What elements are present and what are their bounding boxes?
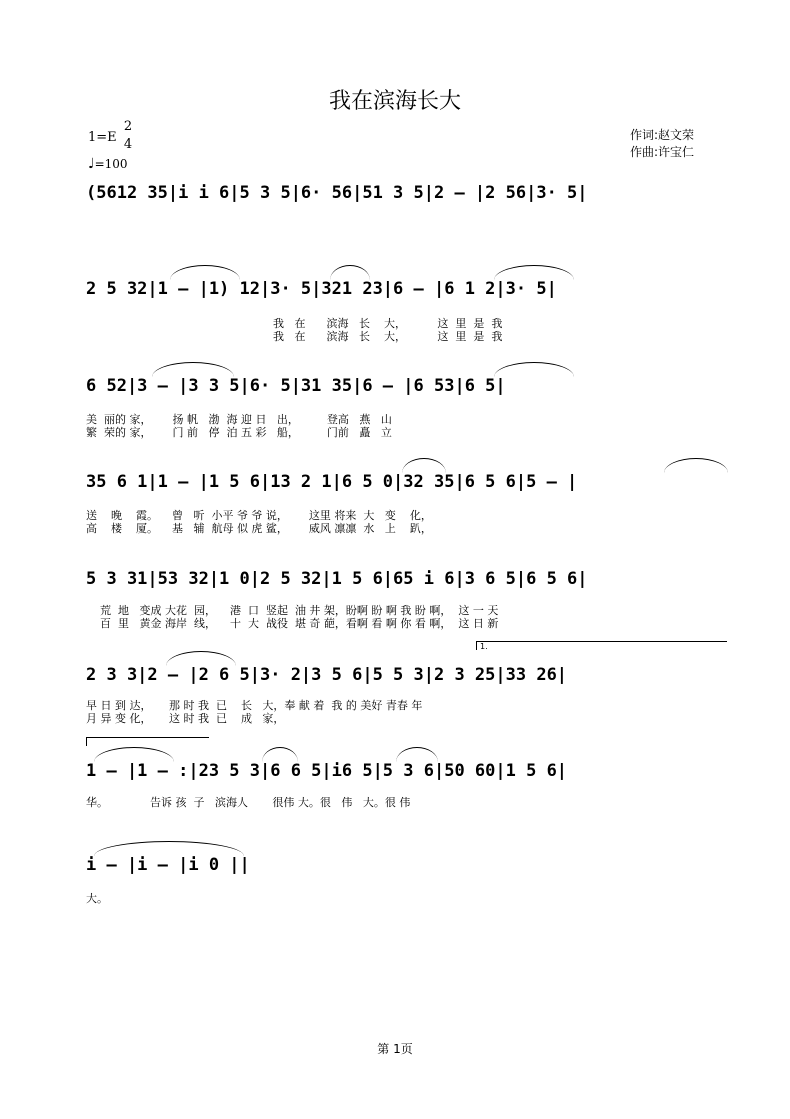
credits — [630, 127, 694, 161]
notes-line: 35 6 1|1 — |1 5 6|13 2 1|6 5 0|32 35|6 5 6|5 — | — [86, 472, 578, 492]
lyrics-verse-2: 月 异 变 化， 这 时 我 已 成 家， — [86, 712, 285, 725]
lyrics-verse-2: 百 里 黄金 海岸 线， 十 大 战役 堪 奇 葩，看啊 看 啊 你 看 啊， 这 日 新 — [100, 617, 499, 630]
system-8 — [0, 855, 790, 995]
song-title: 我在滨海长大 — [328, 89, 461, 114]
lyricist: 作词:赵文荣 — [630, 128, 695, 142]
lyrics-verse-1: 大。 — [86, 892, 108, 905]
lyrics-verse-1: 我 在 滨海 长 大， 这 里 是 我 — [273, 317, 503, 330]
lyrics-verse-1: 荒 地 变成 大花 园， 港 口 竖起 油 井 架，盼啊 盼 啊 我 盼 啊， 这 一 天 — [100, 604, 499, 617]
notes-line: 5 3 31|53 32|1 0|2 5 32|1 5 6|65 i 6|3 6 5|6 5 6| — [86, 569, 588, 589]
lyrics-verse-1: 送 晚 霞。 曾 听 小平 爷 爷 说， 这里 将来 大 变 化， — [86, 509, 432, 522]
lyrics-verse-1: 华。 告诉 孩 子 滨海人 很伟 大。很 伟 大。很 伟 — [86, 796, 411, 809]
time-signature — [121, 118, 135, 154]
tempo-marking — [88, 156, 128, 172]
key-signature: 1=E — [88, 130, 117, 145]
volta-bracket — [476, 641, 727, 650]
page-number: 第 1页 — [377, 1042, 413, 1056]
notes-line: i — |i — |i 0 || — [86, 855, 250, 875]
lyrics-verse-1: 美 丽的 家， 扬 帆 渤 海 迎 日 出， 登高 燕 山 — [86, 413, 392, 426]
meter-top: 2 — [123, 119, 133, 134]
lyrics-verse-2: 高 楼 厦。 基 辅 航母 似 虎 鲨， 威风 凛凛 水 上 趴， — [86, 522, 432, 535]
quarter-note-icon: ♩ — [88, 156, 95, 172]
notes-line: (5612 35|i i 6|5 3 5|6· 56|51 3 5|2 — |2 56|3· 5| — [86, 183, 588, 203]
tempo-value: =100 — [94, 157, 128, 171]
volta-label: 1. — [480, 642, 488, 651]
notes-line: 1 — |1 — :|23 5 3|6 6 5|i6 5|5 3 6|50 60|1 5 6| — [86, 761, 568, 781]
notes-line: 6 52|3 — |3 3 5|6· 5|31 35|6 — |6 53|6 5| — [86, 376, 506, 396]
lyrics-verse-2: 我 在 滨海 长 大， 这 里 是 我 — [273, 330, 503, 343]
volta-bracket-continuation — [86, 737, 209, 746]
lyrics-verse-2: 繁 荣的 家， 门 前 停 泊 五 彩 船， 门前 矗 立 — [86, 426, 392, 439]
notes-line: 2 5 32|1 — |1) 12|3· 5|321 23|6 — |6 1 2|3· 5| — [86, 279, 557, 299]
lyrics-verse-1: 早 日 到 达， 那 时 我 已 长 大，奉 献 着 我 的 美好 青春 年 — [86, 699, 423, 712]
notes-line: 2 3 3|2 — |2 6 5|3· 2|3 5 6|5 5 3|2 3 25|33 26| — [86, 665, 568, 685]
meter-bottom: 4 — [123, 137, 133, 152]
composer: 作曲:许宝仁 — [630, 145, 695, 159]
